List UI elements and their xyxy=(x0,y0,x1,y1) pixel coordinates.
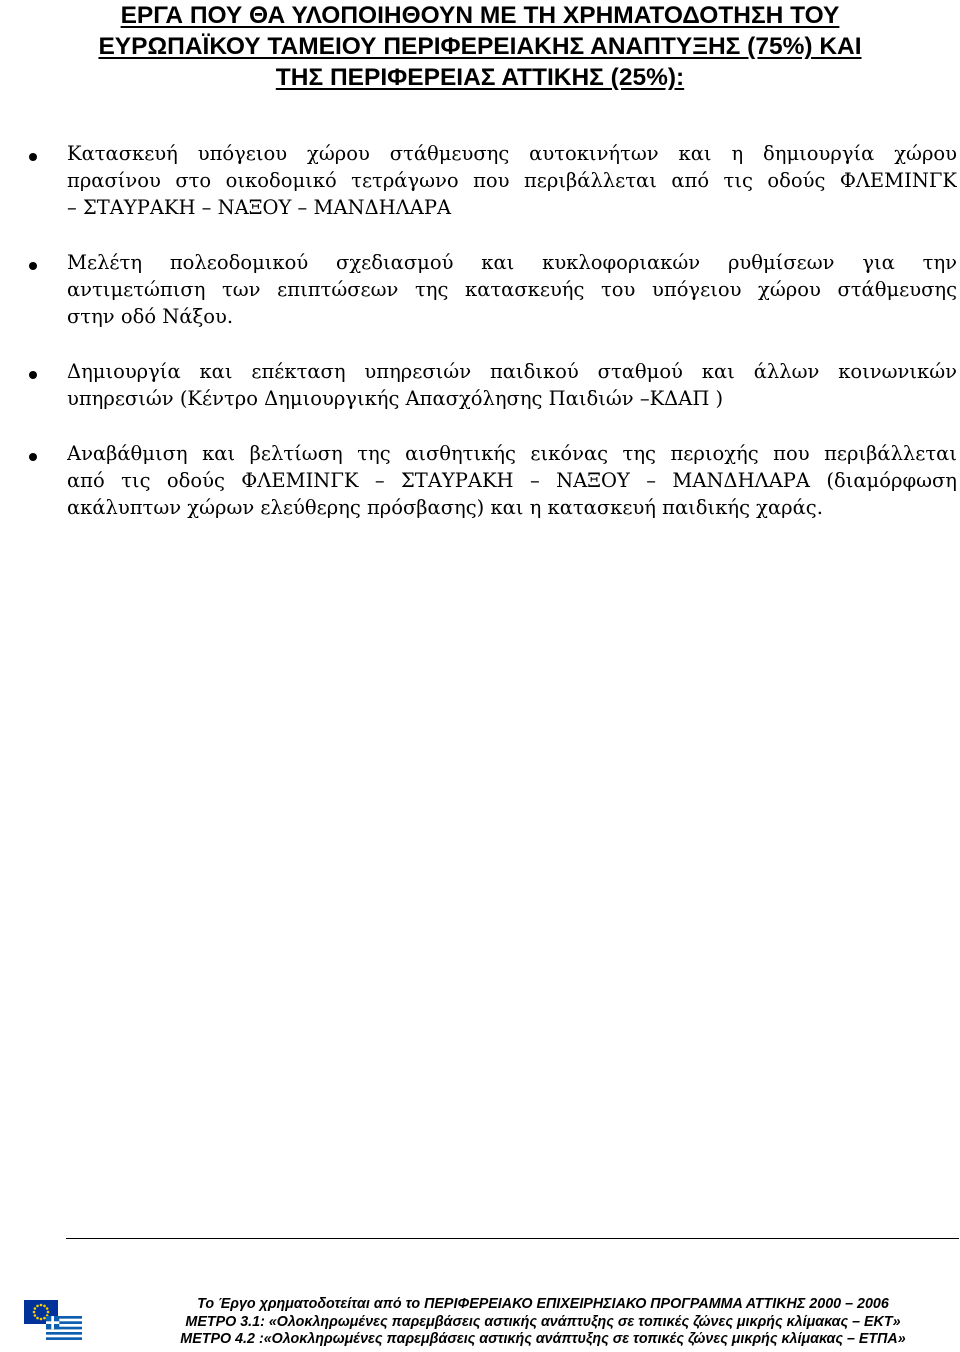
item-2-line-2: αντιμετώπιση των επιπτώσεων της κατασκευής του υπόγειου χώρου στάθμευσης xyxy=(67,278,957,301)
item-1-line-1: Κατασκευή υπόγειου χώρου στάθμευσης αυτοκινήτων και η δημιουργία χώρου xyxy=(67,142,957,165)
list-item xyxy=(0,140,960,221)
bullet-icon xyxy=(29,153,37,161)
page-footer xyxy=(0,1296,960,1352)
flags-logo xyxy=(24,1300,82,1340)
item-1-line-2: πρασίνου στο οικοδομικό τετράγωνο που περιβάλλεται από τις οδούς ΦΛΕΜΙΝΓΚ xyxy=(67,169,957,192)
heading-line-2: ΕΥΡΩΠΑΪΚΟΥ ΤΑΜΕΙΟΥ ΠΕΡΙΦΕΡΕΙΑΚΗΣ ΑΝΑΠΤΥΞΗΣ (75%) ΚΑΙ xyxy=(98,33,862,60)
item-4-line-3: ακάλυπτων χώρων ελεύθερης πρόσβασης) και η κατασκευή παιδικής χαράς. xyxy=(67,496,823,519)
footer-line-3: ΜΕΤΡΟ 4.2 :«Ολοκληρωμένες παρεμβάσεις αστικής ανάπτυξης σε τοπικές ζώνες μικρής κλίμακας – ΕΤΠΑ» xyxy=(180,1331,906,1347)
document-heading xyxy=(20,0,940,93)
list-item xyxy=(0,249,960,330)
item-2-line-1: Μελέτη πολεοδομικού σχεδιασμού και κυκλοφοριακών ρυθμίσεων για την xyxy=(67,251,957,274)
item-3-line-1: Δημιουργία και επέκταση υπηρεσιών παιδικού σταθμού και άλλων κοινωνικών xyxy=(67,360,957,383)
footer-line-1: Το Έργο χρηματοδοτείται από το ΠΕΡΙΦΕΡΕΙΑΚΟ ΕΠΙΧΕΙΡΗΣΙΑΚΟ ΠΡΟΓΡΑΜΜΑ ΑΤΤΙΚΗΣ 2000 – 2006 xyxy=(197,1296,889,1312)
heading-line-1: ΕΡΓΑ ΠΟΥ ΘΑ ΥΛΟΠΟΙΗΘΟΥΝ ΜΕ ΤΗ ΧΡΗΜΑΤΟΔΟΤΗΣΗ ΤΟΥ xyxy=(120,2,840,29)
footer-line-2: ΜΕΤΡΟ 3.1: «Ολοκληρωμένες παρεμβάσεις αστικής ανάπτυξης σε τοπικές ζώνες μικρής κλίμακας – ΕΚΤ» xyxy=(185,1313,901,1330)
list-item xyxy=(0,358,960,412)
bullet-icon xyxy=(29,371,37,379)
item-1-line-3: – ΣΤΑΥΡΑΚΗ – ΝΑΞΟΥ – ΜΑΝΔΗΛΑΡΑ xyxy=(67,196,452,219)
bullet-icon xyxy=(29,453,37,461)
item-2-line-3: στην οδό Νάξου. xyxy=(67,305,234,328)
funding-statement xyxy=(130,1296,956,1349)
item-4-line-2: από τις οδούς ΦΛΕΜΙΝΓΚ – ΣΤΑΥΡΑΚΗ – ΝΑΞΟΥ – ΜΑΝΔΗΛΑΡΑ (διαμόρφωση xyxy=(67,469,957,492)
footer-divider xyxy=(66,1238,959,1239)
item-3-line-2: υπηρεσιών (Κέντρο Δημιουργικής Απασχόλησης Παιδιών –ΚΔΑΠ ) xyxy=(67,387,724,410)
heading-line-3: ΤΗΣ ΠΕΡΙΦΕΡΕΙΑΣ ΑΤΤΙΚΗΣ (25%): xyxy=(275,64,685,91)
item-4-line-1: Αναβάθμιση και βελτίωση της αισθητικής εικόνας της περιοχής που περιβάλλεται xyxy=(67,442,957,465)
bullet-icon xyxy=(29,262,37,270)
list-item xyxy=(0,440,960,521)
greek-flag-icon xyxy=(46,1316,82,1340)
